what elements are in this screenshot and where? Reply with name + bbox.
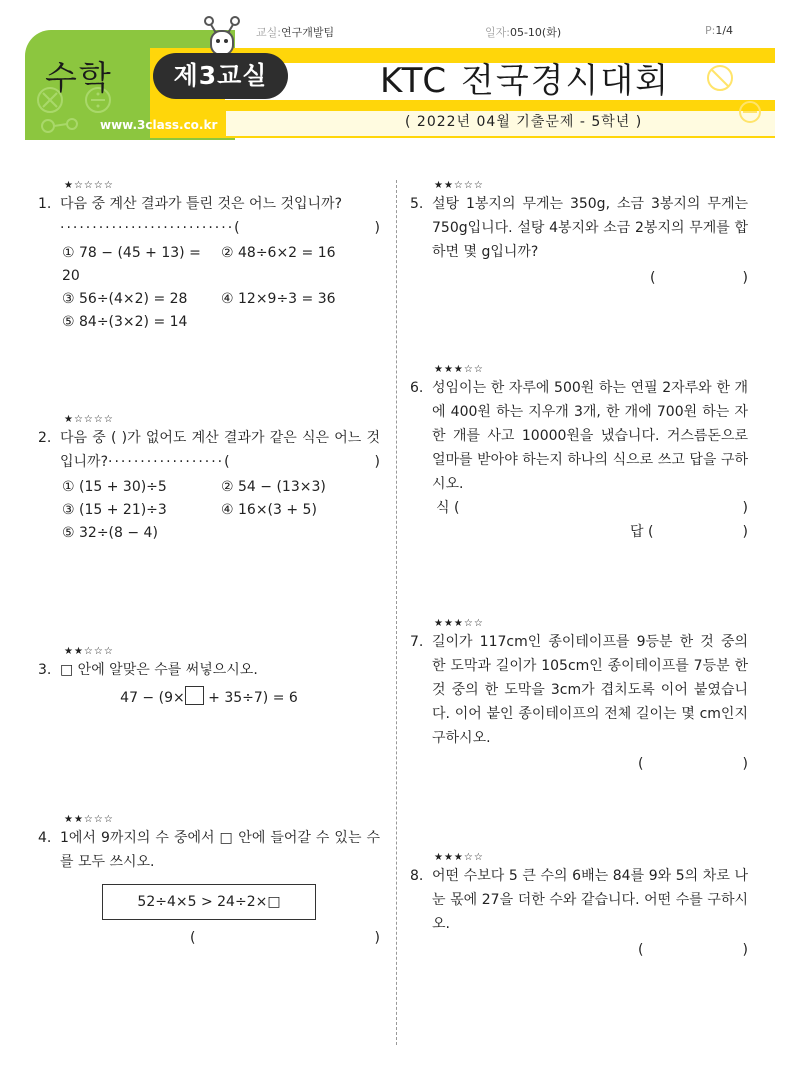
difficulty-stars: ★★☆☆☆ (434, 180, 484, 191)
answer-blank[interactable]: ( ) (650, 270, 748, 286)
answer-blank[interactable]: 답 ( ) (630, 524, 748, 540)
option-3[interactable]: ③ 56÷(4×2) = 28 (62, 291, 188, 307)
question-number: 1. (38, 196, 52, 212)
question-4 (38, 814, 380, 950)
question-number: 4. (38, 830, 52, 846)
question-number: 8. (410, 868, 424, 884)
difficulty-stars: ★★★☆☆ (434, 618, 484, 629)
difficulty-stars: ★★★☆☆ (434, 852, 484, 863)
option-1[interactable]: ① (15 + 30)÷5 (62, 479, 167, 495)
page-meta: P:1/4 (705, 24, 734, 37)
question-8 (410, 852, 748, 962)
question-text: 설탕 1봉지의 무게는 350g, 소금 3봉지의 무게는 750g입니다. 설탕 4봉지와 소금 2봉지의 무게를 합하면 몇 g입니까? (432, 196, 748, 260)
question-2 (38, 414, 380, 545)
page-subtitle: ( 2022년 04월 기출문제 - 5학년 ) (405, 114, 643, 130)
answer-box[interactable] (185, 686, 204, 705)
answer-blank[interactable]: ( ) (638, 756, 748, 772)
difficulty-stars: ★★☆☆☆ (64, 814, 114, 825)
question-number: 7. (410, 634, 424, 650)
question-number: 6. (410, 380, 424, 396)
option-4[interactable]: ④ 16×(3 + 5) (221, 502, 317, 518)
question-number: 2. (38, 430, 52, 446)
question-number: 3. (38, 662, 52, 678)
difficulty-stars: ★☆☆☆☆ (64, 414, 114, 425)
question-5 (410, 180, 748, 290)
question-text: 1에서 9까지의 수 중에서 □ 안에 들어갈 수 있는 수를 모두 쓰시오. (60, 830, 380, 870)
framed-inequality: 52÷4×5 > 24÷2×□ (102, 884, 316, 920)
question-text: 길이가 117cm인 종이테이프를 9등분 한 것 중의 한 도막과 길이가 105cm인 종이테이프를 7등분 한 것 중의 한 도막을 3cm가 겹치도록 이어 붙였습니다. 이어 붙인 종이테이프의 전체 길이는 몇 cm인지 구하시오. (432, 634, 748, 746)
option-3[interactable]: ③ (15 + 21)÷3 (62, 502, 167, 518)
option-5[interactable]: ⑤ 32÷(8 − 4) (62, 525, 158, 541)
option-4[interactable]: ④ 12×9÷3 = 36 (221, 291, 336, 307)
date-meta: 일자:05-10(화) (485, 26, 562, 39)
options-list (62, 476, 380, 545)
equation: 47 − (9× + 35÷7) = 6 (38, 686, 380, 710)
option-5[interactable]: ⑤ 84÷(3×2) = 14 (62, 314, 188, 330)
classroom-meta: 교실:연구개발팀 (256, 26, 335, 39)
question-number: 5. (410, 196, 424, 212)
difficulty-stars: ★★☆☆☆ (64, 646, 114, 657)
question-text: 성임이는 한 자루에 500원 하는 연필 2자루와 한 개에 400원 하는 지우개 3개, 한 개에 700원 하는 자 한 개를 사고 10000원을 냈습니다. 거스름돈으로 얼마를 받아야 하는지 하나의 식으로 쓰고 답을 구하시오. (432, 380, 748, 492)
brand-logo: 제3교실 (153, 53, 288, 99)
question-text: □ 안에 알맞은 수를 써넣으시오. (60, 662, 258, 678)
answer-leader-dots: ··················( (108, 454, 232, 470)
question-text: 다음 중 ( )가 없어도 계산 결과가 같은 식은 어느 것입니까? (60, 430, 380, 470)
formula-blank[interactable]: 식 ( ) (436, 500, 748, 516)
question-7 (410, 618, 748, 776)
mascot-icon (200, 15, 244, 55)
question-1 (38, 180, 380, 334)
answer-blank[interactable]: ( ) (638, 942, 748, 958)
math-symbols-decoration-right-icon (690, 50, 775, 140)
difficulty-stars: ★☆☆☆☆ (64, 180, 114, 191)
page-title: KTC 전국경시대회 (380, 61, 671, 101)
options-list (62, 242, 380, 334)
question-text: 다음 중 계산 결과가 틀린 것은 어느 것입니까? (60, 196, 343, 212)
website-link[interactable]: www.3class.co.kr (100, 118, 218, 132)
question-6 (410, 364, 748, 544)
column-divider (396, 180, 397, 1045)
answer-leader-dots: ···························( (60, 220, 242, 236)
question-3 (38, 646, 380, 710)
answer-blank[interactable]: ( ) (190, 930, 380, 946)
subject-label: 수학 (45, 58, 113, 97)
answer-paren-close: ) (374, 454, 380, 470)
option-2[interactable]: ② 48÷6×2 = 16 (221, 245, 336, 261)
difficulty-stars: ★★★☆☆ (434, 364, 484, 375)
option-1[interactable]: ① 78 − (45 + 13) = 20 (62, 245, 201, 284)
answer-paren-close: ) (374, 220, 380, 236)
question-text: 어떤 수보다 5 큰 수의 6배는 84를 9와 5의 차로 나눈 몫에 27을 더한 수와 같습니다. 어떤 수를 구하시오. (432, 868, 748, 932)
option-2[interactable]: ② 54 − (13×3) (221, 479, 326, 495)
